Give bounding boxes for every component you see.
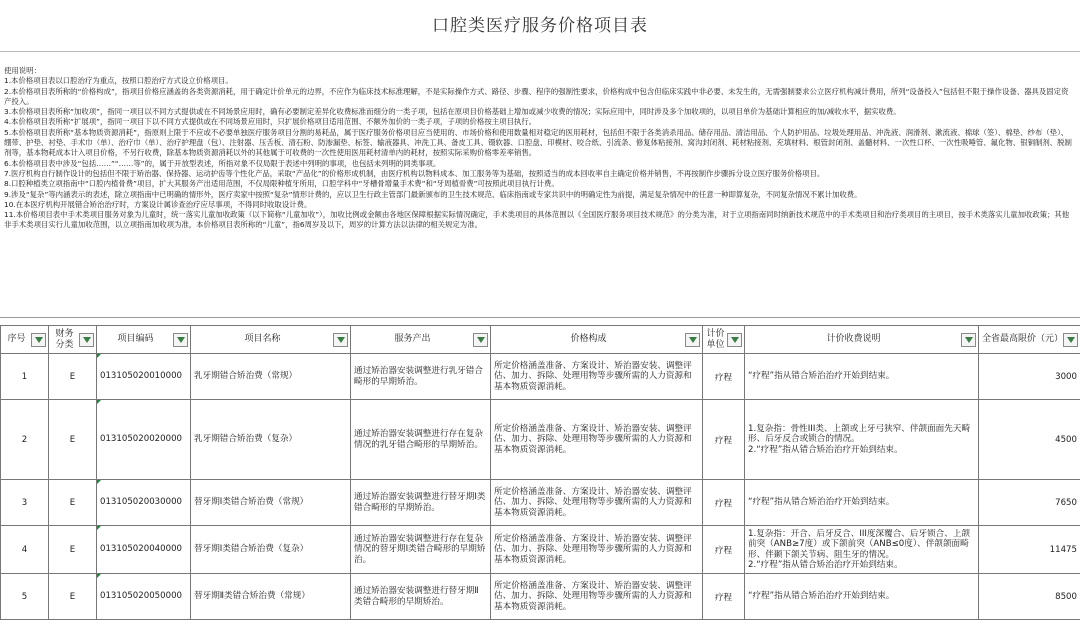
note-item: 5.本价格项目表所称“基本物质资源消耗”，指原则上限于不应或不必要单独医疗服务项目分割的易耗品，属于医疗服务价格项目应当使用的、市场价格和使用数量相对稳定的医用耗材，包括但不限于各类消杀用品、储存用品、清洁用品、个人防护用品、垃圾处理用品、冲洗液、润滑剂、漱流液、棉球（签）、棉垫、纱布（垫）、绷带、护垫、衬垫、手术巾（单）、治疗巾（单）、治疗护理盘（包）、注射器、压舌板、清石粉、防渗漏垫、标签、输液器具、冲洗工具、备皮工具、镊软器、口腔盘、印模材、咬合纸、引流条、修复体粘接剂、窝沟封闭剂、耗材粘接剂、充填材料、根管封闭剂、盖髓材料、一次性口杯、一次性吸唾管、氟化物、银铜制剂、脱制剂等，基本物耗成本计入项目价格，不另行收费，除基本物质资源消耗以外的其他属于可收费的一次性使用医用耗材清单内的耗材，按照实际采购价格零差率销售。 bbox=[4, 127, 1072, 158]
cell-price-composition[interactable]: 所定价格涵盖准备、方案设计、矫治器安装、调整评估、加力、拆除、处理用物等步骤所需的人力资源和基本物质资源消耗。 bbox=[491, 400, 703, 480]
cell-comment-marker bbox=[97, 526, 101, 530]
filter-dropdown-icon[interactable] bbox=[173, 333, 188, 347]
filter-dropdown-icon[interactable] bbox=[961, 333, 976, 347]
filter-dropdown-icon[interactable] bbox=[727, 333, 742, 347]
cell-service-output[interactable]: 通过矫治器安装调整进行存在复杂情况的替牙期Ⅰ类错合畸形的早期矫治。 bbox=[351, 526, 491, 574]
filter-dropdown-icon[interactable] bbox=[79, 333, 94, 347]
cell-item-name[interactable]: 乳牙期错合矫治费（复杂） bbox=[191, 400, 351, 480]
header-seq: 序号 bbox=[1, 326, 49, 354]
cell-comment-marker bbox=[97, 354, 101, 358]
cell-finance-category[interactable]: E bbox=[49, 526, 97, 574]
cell-max-price[interactable]: 4500 bbox=[979, 400, 1080, 480]
cell-comment-marker bbox=[97, 480, 101, 484]
filter-dropdown-icon[interactable] bbox=[473, 333, 488, 347]
note-item: 8.口腔种植类立项指南中“口腔内植骨费”项目，扩大其服务产出适用范围，不仅局限种植牙所用，口腔学科中“牙槽骨增量手术费”和“牙周植骨费”可按照此项目执行计费。 bbox=[4, 179, 559, 189]
note-item: 9.涉及“复杂”等内涵表示的表述，除立项指南中已明确的情形外，医疗卖家中按照“复杂”情形计费的，应以卫生行政主管部门最新颁布的卫生技术规范、临床指南或专家共识中的明确定性为前提，满足复杂情况中的任意一种即算复杂，不同复杂情况不累计加收费。 bbox=[4, 189, 862, 199]
cell-item-name[interactable]: 替牙期Ⅰ类错合矫治费（常规） bbox=[191, 480, 351, 526]
cell-max-price[interactable]: 11475 bbox=[979, 526, 1080, 574]
cell-item-code[interactable]: 013105020040000 bbox=[97, 526, 191, 574]
note-item: 7.医疗机构自行制作设计的包括但不限于矫治器、保持器、运动护齿等个性化产品，采取“产品化”的价格形成机制，由医疗机构以物料成本、加工服务等为基础，按照适当的成本回收率自主确定价格并销售，不再按制作步骤拆分设立医疗服务价格项目。 bbox=[4, 168, 825, 178]
table-row[interactable] bbox=[1, 400, 1080, 480]
cell-seq[interactable]: 4 bbox=[1, 526, 49, 574]
cell-item-code[interactable]: 013105020030000 bbox=[97, 480, 191, 526]
note-item: 10.在本医疗机构开展错合矫治治疗时，方案设计属诊查治疗应尽事项，不得同时收取设计费。 bbox=[4, 199, 312, 209]
cell-pricing-unit[interactable]: 疗程 bbox=[703, 526, 745, 574]
header-price-composition: 价格构成 bbox=[491, 326, 703, 354]
cell-price-composition[interactable]: 所定价格涵盖准备、方案设计、矫治器安装、调整评估、加力、拆除、处理用物等步骤所需的人力资源和基本物质资源消耗。 bbox=[491, 354, 703, 400]
cell-fee-note[interactable]: “疗程”指从错合矫治治疗开始到结束。 bbox=[745, 574, 979, 620]
cell-service-output[interactable]: 通过矫治器安装调整进行替牙期Ⅰ类错合畸形的早期矫治。 bbox=[351, 480, 491, 526]
cell-service-output[interactable]: 通过矫治器安装调整进行替牙期Ⅱ类错合畸形的早期矫治。 bbox=[351, 574, 491, 620]
cell-pricing-unit[interactable]: 疗程 bbox=[703, 400, 745, 480]
note-item: 4.本价格项目表所称“扩展项”，指同一项目下以不同方式提供或在不同场景应用时，只扩展价格项目适用范围、不额外加价的一类子项，子项的价格按主项目执行。 bbox=[4, 117, 537, 127]
cell-item-code[interactable]: 013105020010000 bbox=[97, 354, 191, 400]
cell-item-name[interactable]: 替牙期Ⅰ类错合矫治费（复杂） bbox=[191, 526, 351, 574]
header-pricing-unit: 计价单位 bbox=[703, 326, 745, 354]
note-item: 11.本价格项目表中手术类项目服务对象为儿童时，统一落实儿童加收政策（以下简称“儿童加收”），加收比例或金额由各地区保障根据实际情况确定，手术类项目的具体范围以《全国医疗服务项目技术规范》的分类为准，对于立项指南同时纳新技术规范中的手术类项目和治疗类项目的主项目，按手术类落实儿童加收政策；其他非手术类项目实行儿童加收范围，以立项指南加收项为准，本价格项目表所称的“儿童”，指6周岁及以下，周岁的计算方法以法律的相关规定为准。 bbox=[4, 210, 1070, 230]
table-row[interactable] bbox=[1, 526, 1080, 574]
note-item: 6.本价格项目表中涉及“包括……”“……等”的，属于开放型表述，所指对象不仅局限于表述中列明的事项，也包括未列明的同类事项。 bbox=[4, 158, 441, 168]
filter-dropdown-icon[interactable] bbox=[333, 333, 348, 347]
cell-finance-category[interactable]: E bbox=[49, 480, 97, 526]
header-item-name: 项目名称 bbox=[191, 326, 351, 354]
cell-item-code[interactable]: 013105020020000 bbox=[97, 400, 191, 480]
filter-dropdown-icon[interactable] bbox=[1063, 333, 1078, 347]
filter-dropdown-icon[interactable] bbox=[685, 333, 700, 347]
header-service-output: 服务产出 bbox=[351, 326, 491, 354]
cell-finance-category[interactable]: E bbox=[49, 574, 97, 620]
table-row[interactable] bbox=[1, 480, 1080, 526]
cell-fee-note[interactable]: “疗程”指从错合矫治治疗开始到结束。 bbox=[745, 480, 979, 526]
cell-item-code[interactable]: 013105020050000 bbox=[97, 574, 191, 620]
header-max-price: 全省最高限价（元） bbox=[979, 326, 1080, 354]
note-heading: 使用说明： bbox=[4, 66, 41, 75]
cell-max-price[interactable]: 3000 bbox=[979, 354, 1080, 400]
document-title: 口腔类医疗服务价格项目表 bbox=[0, 0, 1080, 52]
cell-seq[interactable]: 3 bbox=[1, 480, 49, 526]
price-table bbox=[0, 325, 1080, 620]
cell-seq[interactable]: 2 bbox=[1, 400, 49, 480]
cell-pricing-unit[interactable]: 疗程 bbox=[703, 354, 745, 400]
cell-max-price[interactable]: 8500 bbox=[979, 574, 1080, 620]
cell-fee-note[interactable]: “疗程”指从错合矫治治疗开始到结束。 bbox=[745, 354, 979, 400]
table-row[interactable] bbox=[1, 354, 1080, 400]
cell-comment-marker bbox=[97, 400, 101, 404]
note-item: 1.本价格项目表以口腔治疗为重点，按照口腔治疗方式设立价格项目。 bbox=[4, 76, 233, 86]
note-item: 3.本价格项目表所称“加收项”，指同一项目以不同方式提供或在不同场景应用时，确有必要制定差异化收费标准而细分的一类子项，包括在原项目价格基础上增加或减少收费的情况；实际应用中，同时涉及多个加收项的，以项目单价为基础计算相应的加/减收水平，据实收费。 bbox=[4, 107, 901, 117]
cell-pricing-unit[interactable]: 疗程 bbox=[703, 480, 745, 526]
cell-max-price[interactable]: 7650 bbox=[979, 480, 1080, 526]
usage-notes bbox=[0, 62, 1080, 318]
cell-item-name[interactable]: 替牙期Ⅱ类错合矫治费（常规） bbox=[191, 574, 351, 620]
cell-price-composition[interactable]: 所定价格涵盖准备、方案设计、矫治器安装、调整评估、加力、拆除、处理用物等步骤所需的人力资源和基本物质资源消耗。 bbox=[491, 574, 703, 620]
cell-comment-marker bbox=[97, 574, 101, 578]
cell-seq[interactable]: 5 bbox=[1, 574, 49, 620]
cell-item-name[interactable]: 乳牙期错合矫治费（常规） bbox=[191, 354, 351, 400]
cell-fee-note[interactable]: 1.复杂指：骨性III类、上颌或上牙弓狭窄、伴颌面面先天畸形、后牙反合或锁合的情况。 2.“疗程”指从错合矫治治疗开始到结束。 bbox=[745, 400, 979, 480]
header-item-code: 项目编码 bbox=[97, 326, 191, 354]
note-item: 2.本价格项目表所称的“价格构成”，指项目价格应涵盖的各类资源消耗，用于确定计价单元的边界，不应作为临床技术标准理解，不是实际操作方式、路径、步骤、程序的强制性要求，价格构成中包含但临床实践中非必要、未发生的，无需强制要求公立医疗机构减计费用，所列“设备投入”包括但不限于操作设备、器具及固定资产投入。 bbox=[4, 86, 1069, 106]
cell-fee-note[interactable]: 1.复杂指：开合、后牙反合、III度深覆合、后牙锁合、上颌前突（ANB≥7度）或下颌前突（ANB≤0度）、伴颌颌面畸形、伴颞下颌关节病、阻生牙的情况。 2.“疗程”指从错合矫治治疗开始到结束。 bbox=[745, 526, 979, 574]
header-finance-category: 财务分类 bbox=[49, 326, 97, 354]
header-fee-note: 计价收费说明 bbox=[745, 326, 979, 354]
cell-price-composition[interactable]: 所定价格涵盖准备、方案设计、矫治器安装、调整评估、加力、拆除、处理用物等步骤所需的人力资源和基本物质资源消耗。 bbox=[491, 480, 703, 526]
table-row[interactable] bbox=[1, 574, 1080, 620]
cell-seq[interactable]: 1 bbox=[1, 354, 49, 400]
cell-finance-category[interactable]: E bbox=[49, 354, 97, 400]
header-row bbox=[1, 326, 1080, 354]
cell-price-composition[interactable]: 所定价格涵盖准备、方案设计、矫治器安装、调整评估、加力、拆除、处理用物等步骤所需的人力资源和基本物质资源消耗。 bbox=[491, 526, 703, 574]
cell-service-output[interactable]: 通过矫治器安装调整进行存在复杂情况的乳牙错合畸形的早期矫治。 bbox=[351, 400, 491, 480]
cell-pricing-unit[interactable]: 疗程 bbox=[703, 574, 745, 620]
cell-finance-category[interactable]: E bbox=[49, 400, 97, 480]
cell-service-output[interactable]: 通过矫治器安装调整进行乳牙错合畸形的早期矫治。 bbox=[351, 354, 491, 400]
filter-dropdown-icon[interactable] bbox=[31, 333, 46, 347]
